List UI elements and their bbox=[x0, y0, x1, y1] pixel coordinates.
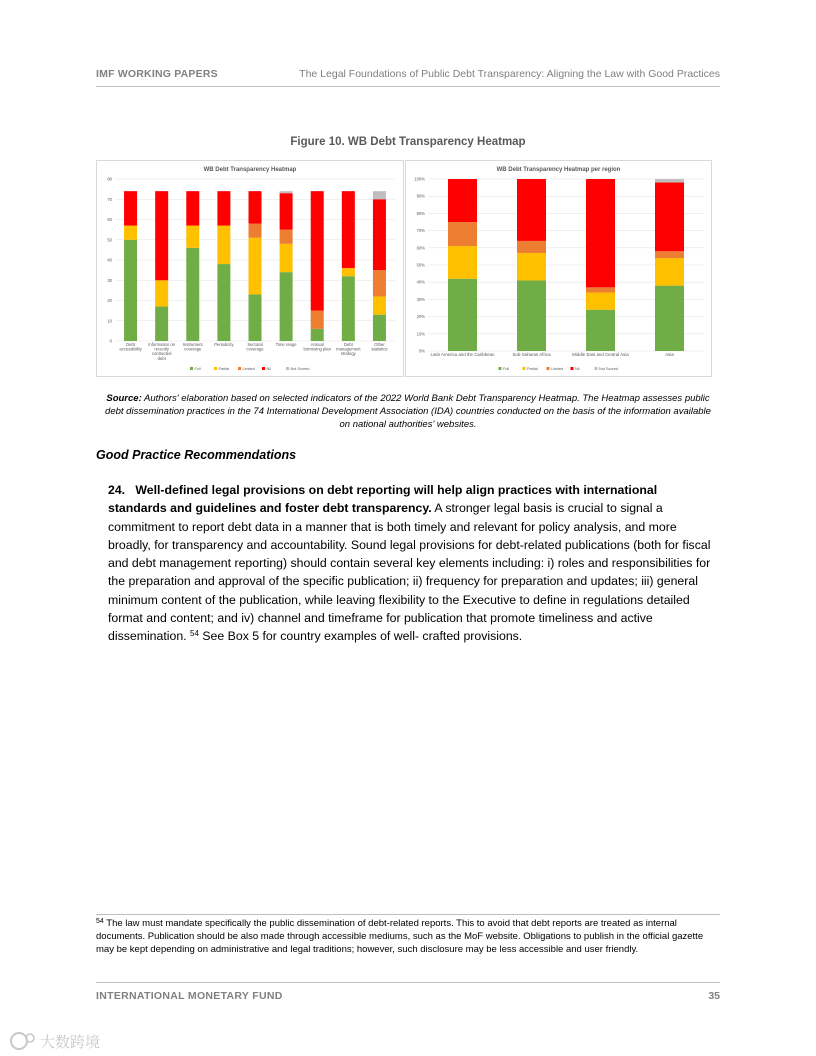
legend-label: Full bbox=[194, 367, 201, 371]
header-paper-title: The Legal Foundations of Public Debt Transparency: Aligning the Law with Good Practices bbox=[299, 68, 720, 80]
x-category-label: Instrument coverage bbox=[182, 342, 203, 352]
bar-segment-limited bbox=[249, 224, 262, 238]
legend-swatch bbox=[262, 367, 265, 370]
paragraph-tail: See Box 5 for country examples of well- crafted provisions. bbox=[198, 629, 523, 644]
header-series-title: IMF WORKING PAPERS bbox=[96, 68, 218, 80]
bar-segment-nil bbox=[311, 191, 324, 310]
y-tick-label: 40 bbox=[107, 257, 112, 263]
bar-segment-partial bbox=[373, 296, 386, 314]
paragraph-lead: Well-defined legal provisions on debt reporting will help align practices with international standards and guidelines and foster debt transparency. bbox=[108, 483, 658, 516]
watermark-logo bbox=[8, 1030, 112, 1052]
footnote-divider bbox=[96, 914, 720, 915]
bar-segment-partial bbox=[155, 280, 168, 306]
y-tick-label: 100% bbox=[414, 176, 425, 182]
y-tick-label: 60% bbox=[416, 245, 425, 251]
x-category-label: Asia bbox=[665, 352, 674, 357]
bar-segment-nil bbox=[249, 191, 262, 223]
paragraph-number: 24. bbox=[108, 483, 126, 497]
y-tick-label: 10% bbox=[416, 331, 425, 337]
legend-swatch bbox=[547, 367, 550, 370]
bar-segment-full bbox=[655, 286, 684, 351]
x-category-label: Periodicity bbox=[214, 342, 234, 347]
bar-segment-nil bbox=[155, 191, 168, 280]
y-tick-label: 60 bbox=[107, 217, 112, 222]
page-header bbox=[96, 68, 720, 87]
bar-segment-full bbox=[155, 307, 168, 341]
y-tick-label: 90% bbox=[416, 193, 425, 199]
y-tick-label: 20 bbox=[107, 298, 112, 303]
x-category-label: Middle East and Central Asia bbox=[572, 352, 629, 357]
watermark-text: 大数跨境 bbox=[40, 1033, 101, 1051]
legend-label: Not Scored bbox=[290, 367, 310, 371]
y-tick-label: 0% bbox=[418, 348, 425, 354]
bar-segment-limited bbox=[311, 311, 324, 329]
bar-segment-nil bbox=[517, 179, 546, 241]
footnote-reference[interactable]: 54 bbox=[190, 629, 199, 639]
y-tick-label: 0 bbox=[109, 338, 112, 344]
footer-organization: INTERNATIONAL MONETARY FUND bbox=[96, 990, 283, 1002]
legend-swatch bbox=[595, 367, 598, 370]
y-tick-label: 50% bbox=[416, 262, 425, 268]
source-text: Authors' elaboration based on selected indicators of the 2022 World Bank Debt Transparency Heatmap. The Heatmap assesses public debt dissemination practices in the 74 International Development Association (IDA) countries conducted on the basis of the information available on national authorities' websites. bbox=[105, 393, 711, 430]
footnote-number: 54 bbox=[96, 918, 104, 925]
footnote-text: The law must mandate specifically the public dissemination of debt-related reports. This to avoid that debt reports are treated as internal documents. Publication should be also made through accessible mediums, such as the MoF website. Obligations to publish in the official gazette may be kept depending on administrative and legal traditions; however, such disclosure may be less accessible and user friendly. bbox=[96, 918, 704, 955]
bar-segment-full bbox=[517, 280, 546, 351]
bar-segment-limited bbox=[280, 230, 293, 244]
chart-title: WB Debt Transparency Heatmap bbox=[203, 167, 297, 173]
y-tick-label: 30 bbox=[107, 277, 112, 283]
chart-heatmap-indicators bbox=[96, 160, 404, 377]
y-tick-label: 30% bbox=[416, 296, 425, 302]
figure-source-note bbox=[100, 392, 716, 431]
legend-swatch bbox=[286, 367, 289, 370]
bar-segment-partial bbox=[448, 246, 477, 279]
chart-heatmap-regions bbox=[405, 160, 712, 377]
x-category-label: Sub-Saharan Africa bbox=[512, 352, 551, 357]
source-label: Source: bbox=[106, 393, 142, 404]
page-number: 35 bbox=[708, 990, 720, 1002]
y-tick-label: 40% bbox=[416, 279, 425, 285]
x-category-label: Other statistics bbox=[371, 342, 388, 352]
y-tick-label: 80% bbox=[416, 210, 425, 216]
x-category-label: Debt management strategy bbox=[336, 342, 361, 357]
bar-segment-full bbox=[342, 276, 355, 341]
y-tick-label: 70% bbox=[416, 228, 425, 234]
x-category-label: Time range bbox=[275, 342, 297, 347]
x-category-label: Debt accessibility bbox=[119, 342, 142, 352]
legend-label: Nil bbox=[575, 367, 580, 371]
legend-label: Not Scored bbox=[599, 367, 618, 371]
bar-segment-not-scored bbox=[655, 179, 684, 182]
footer-divider bbox=[96, 982, 720, 983]
legend-label: Partial bbox=[218, 367, 230, 371]
bar-segment-partial bbox=[342, 268, 355, 276]
bar-segment-limited bbox=[655, 251, 684, 258]
bar-segment-partial bbox=[586, 293, 615, 310]
y-tick-label: 70 bbox=[107, 196, 112, 202]
y-tick-label: 80 bbox=[107, 176, 112, 182]
bar-segment-partial bbox=[655, 258, 684, 286]
bar-segment-not-scored bbox=[373, 191, 386, 199]
bar-segment-nil bbox=[342, 191, 355, 268]
legend-swatch bbox=[499, 367, 502, 370]
bar-segment-partial bbox=[186, 226, 199, 248]
legend-swatch bbox=[523, 367, 526, 370]
legend-label: Partial bbox=[527, 367, 538, 371]
x-category-label: Annual borrowing plan bbox=[303, 342, 331, 352]
legend-label: Limited bbox=[242, 367, 255, 371]
bar-segment-full bbox=[373, 315, 386, 341]
bar-segment-limited bbox=[586, 287, 615, 292]
bar-segment-partial bbox=[249, 238, 262, 295]
bar-segment-limited bbox=[373, 270, 386, 296]
bar-segment-nil bbox=[373, 199, 386, 270]
y-tick-label: 50 bbox=[107, 237, 112, 243]
section-heading: Good Practice Recommendations bbox=[96, 448, 297, 462]
bar-segment-full bbox=[448, 279, 477, 351]
bar-segment-nil bbox=[586, 179, 615, 287]
legend-swatch bbox=[571, 367, 574, 370]
bar-segment-full bbox=[217, 264, 230, 341]
chart-heatmap-indicators-svg bbox=[97, 161, 403, 376]
bar-segment-full bbox=[311, 329, 324, 341]
footnote-54 bbox=[96, 918, 720, 956]
chart-heatmap-regions-svg bbox=[406, 161, 711, 376]
bar-segment-full bbox=[186, 248, 199, 341]
chart-title: WB Debt Transparency Heatmap per region bbox=[496, 167, 621, 173]
paragraph-24 bbox=[108, 481, 712, 646]
bar-segment-nil bbox=[124, 191, 137, 225]
bar-segment-full bbox=[124, 240, 137, 341]
bar-segment-not-scored bbox=[280, 191, 293, 193]
legend-label: Nil bbox=[266, 367, 271, 371]
bar-segment-nil bbox=[217, 191, 230, 225]
bar-segment-nil bbox=[655, 182, 684, 251]
legend-label: Limited bbox=[551, 367, 564, 371]
y-tick-label: 10 bbox=[107, 318, 112, 324]
bar-segment-partial bbox=[517, 253, 546, 281]
paragraph-body: A stronger legal basis is crucial to signal a commitment to report debt data in a manner that is both timely and relevant for policy analysis, and more broadly, for transparency and accountability. Sound legal provisions for debt-related publications (both for fiscal and debt management reporting) should contain several key elements including: i) roles and responsibilities for the preparation and approval of the specific publication; ii) frequency for preparation and updates; iii) general minimum content of the publication, while leaving flexibility to the Executive to define in regulations detailed format and content; and iv) channel and timeframe for publication that promote timeliness and active dissemination. bbox=[108, 501, 711, 644]
bar-segment-full bbox=[249, 294, 262, 341]
bar-segment-partial bbox=[217, 226, 230, 264]
x-category-label: Information on recently contracted debt bbox=[148, 342, 176, 361]
legend-swatch bbox=[214, 367, 217, 370]
figure-title: Figure 10. WB Debt Transparency Heatmap bbox=[290, 136, 526, 148]
y-tick-label: 20% bbox=[416, 314, 425, 320]
bar-segment-nil bbox=[280, 193, 293, 229]
bar-segment-partial bbox=[280, 244, 293, 272]
legend-swatch bbox=[190, 367, 193, 370]
x-category-label: Sectoral coverage bbox=[246, 342, 264, 352]
bar-segment-nil bbox=[186, 191, 199, 225]
bar-segment-limited bbox=[517, 241, 546, 253]
x-category-label: Latin America and the Caribbean bbox=[430, 352, 495, 357]
bar-segment-partial bbox=[124, 226, 137, 240]
legend-label: Full bbox=[503, 367, 510, 371]
bar-segment-nil bbox=[448, 179, 477, 222]
bar-segment-full bbox=[586, 310, 615, 351]
bar-segment-full bbox=[280, 272, 293, 341]
legend-swatch bbox=[238, 367, 241, 370]
bar-segment-limited bbox=[448, 222, 477, 246]
